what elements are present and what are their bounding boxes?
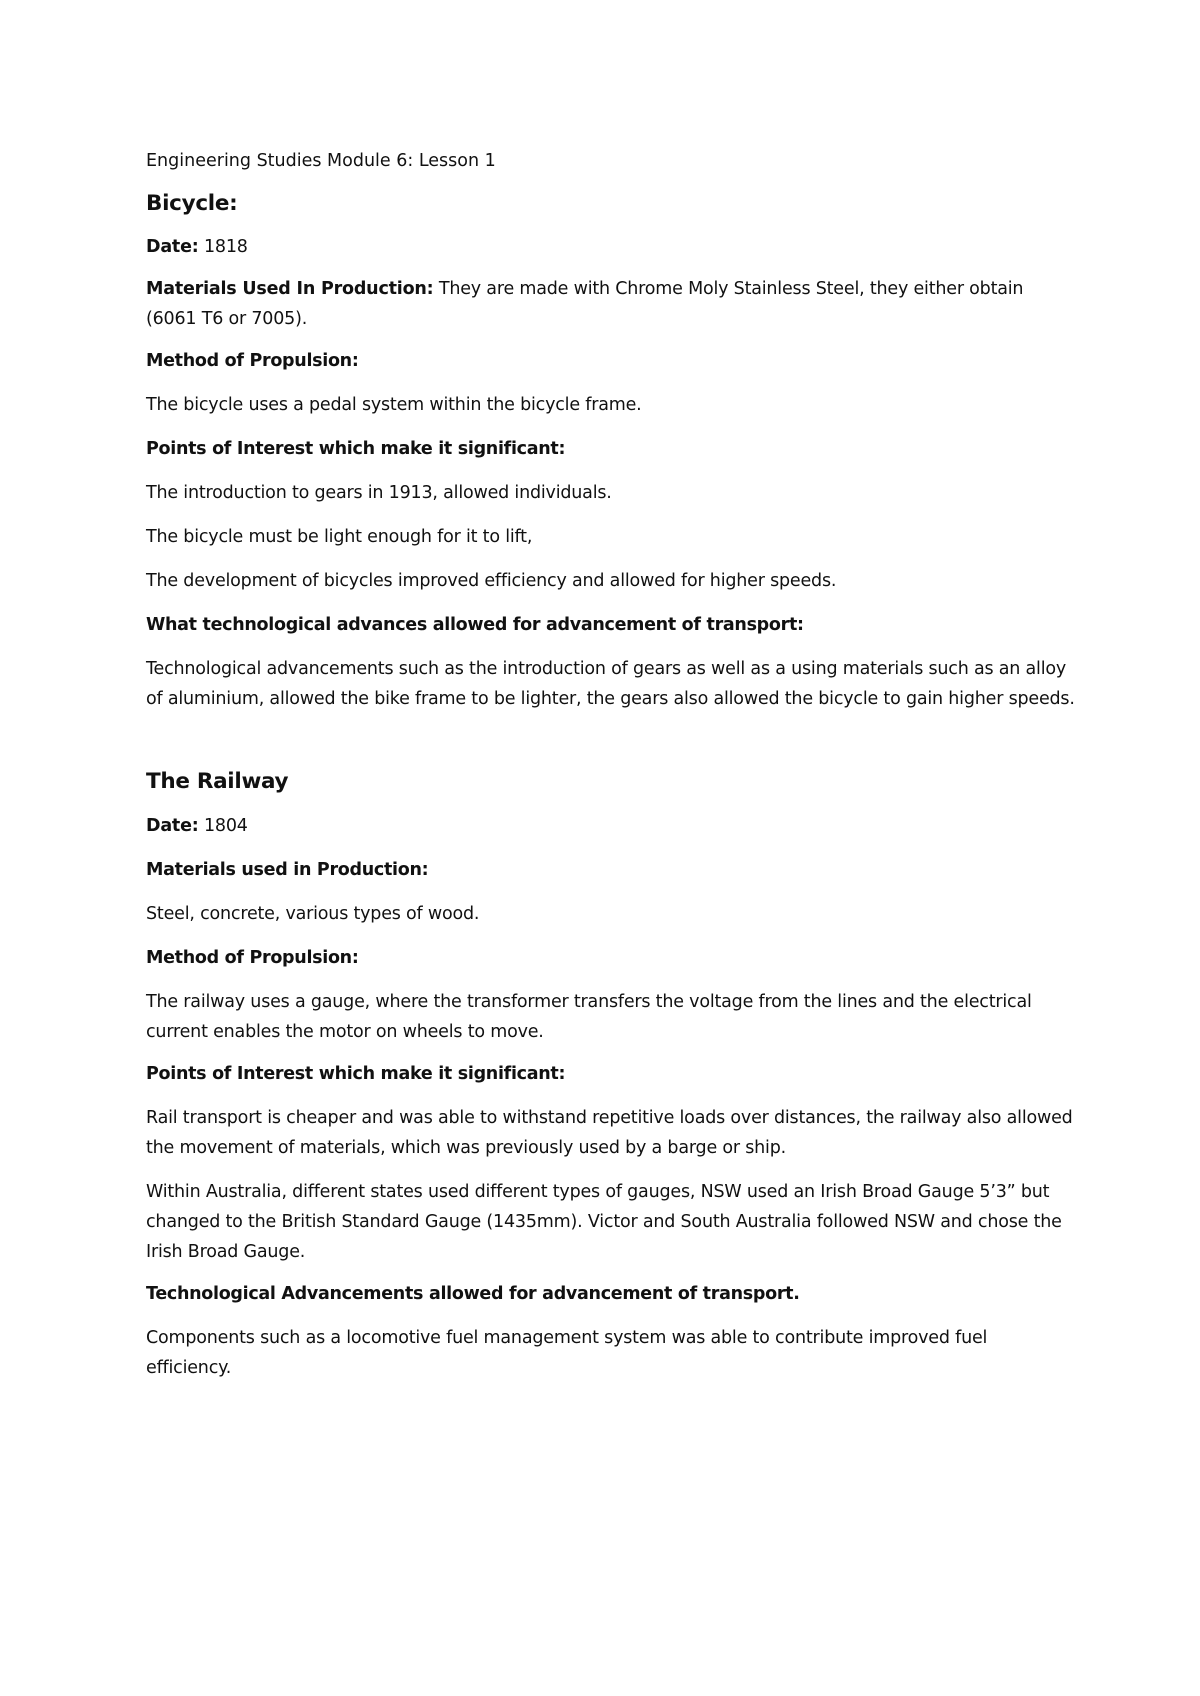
- railway-advances-heading: Technological Advancements allowed for advancement of transport.: [146, 1284, 800, 1304]
- railway-advances-text: Components such as a locomotive fuel management system was able to contribute improved fuel efficiency.: [146, 1328, 988, 1378]
- section-heading-bicycle: Bicycle:: [146, 191, 238, 216]
- materials-text: They are made with Chrome Moly Stainless Steel, they either obtain (6061 T6 or 7005).: [146, 279, 1024, 329]
- date-value: 1804: [203, 816, 248, 836]
- bicycle-materials: [146, 274, 1076, 334]
- bicycle-point: The introduction to gears in 1913, allowed individuals.: [146, 483, 612, 503]
- bicycle-points-heading: Points of Interest which make it significant:: [146, 439, 566, 459]
- railway-date: [146, 811, 1076, 841]
- railway-propulsion-heading: Method of Propulsion:: [146, 948, 359, 968]
- railway-point: Rail transport is cheaper and was able to withstand repetitive loads over distances, the railway also allowed the movement of materials, which was previously used by a barge or ship.: [146, 1108, 1073, 1158]
- bicycle-propulsion-heading: Method of Propulsion:: [146, 351, 359, 371]
- bicycle-advances-heading: What technological advances allowed for advancement of transport:: [146, 615, 804, 635]
- bicycle-point: The bicycle must be light enough for it to lift,: [146, 527, 533, 547]
- document-body: [146, 146, 1076, 1383]
- date-label: Date:: [146, 816, 199, 836]
- railway-point: Within Australia, different states used different types of gauges, NSW used an Irish Broad Gauge 5’3” but changed to the British Standard Gauge (1435mm). Victor and South Australia followed NSW and chose the Irish Broad Gauge.: [146, 1182, 1062, 1262]
- railway-materials-heading: Materials used in Production:: [146, 860, 429, 880]
- date-value: 1818: [203, 237, 248, 257]
- section-heading-railway: The Railway: [146, 769, 289, 794]
- bicycle-date: [146, 232, 1076, 262]
- date-label: Date:: [146, 237, 199, 257]
- bicycle-point: The development of bicycles improved efficiency and allowed for higher speeds.: [146, 571, 837, 591]
- bicycle-advances-text: Technological advancements such as the introduction of gears as well as a using materials such as an alloy of aluminium, allowed the bike frame to be lighter, the gears also allowed the bicycle to gain higher speeds.: [146, 659, 1075, 709]
- document-title: Engineering Studies Module 6: Lesson 1: [146, 151, 496, 171]
- bicycle-propulsion-text: The bicycle uses a pedal system within the bicycle frame.: [146, 395, 642, 415]
- railway-materials-text: Steel, concrete, various types of wood.: [146, 904, 480, 924]
- railway-propulsion-text: The railway uses a gauge, where the transformer transfers the voltage from the lines and the electrical current enables the motor on wheels to move.: [146, 992, 1032, 1042]
- railway-points-heading: Points of Interest which make it significant:: [146, 1064, 566, 1084]
- materials-label: Materials Used In Production:: [146, 279, 434, 299]
